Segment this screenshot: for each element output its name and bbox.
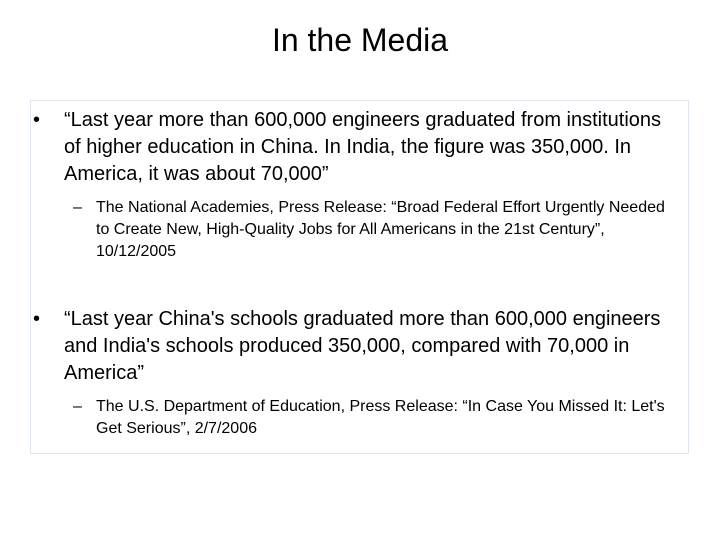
slide-title: In the Media	[271, 22, 449, 58]
bullet-2-quote: “Last year China's schools graduated more than 600,000 engineers and India's schools produced 350,000, compared with 70,000 in America”	[64, 308, 661, 384]
bullet-2-source-marker: –	[73, 398, 82, 415]
bullet-1-source-marker: –	[73, 199, 82, 216]
bullet-1-quote: “Last year more than 600,000 engineers graduated from institutions of higher education in China. In India, the figure was 350,000. In America, it was about 70,000”	[64, 109, 662, 185]
bullet-2-marker: •	[33, 308, 41, 330]
bullet-2-source: The U.S. Department of Education, Press Release: “In Case You Missed It: Let's Get Serious”, 2/7/2006	[96, 398, 665, 437]
content-box	[30, 100, 689, 454]
bullet-1-marker: •	[33, 109, 41, 131]
bullet-1-source: The National Academies, Press Release: “Broad Federal Effort Urgently Needed to Create New, High-Quality Jobs for All Americans in the 21st Century”, 10/12/2005	[96, 199, 665, 260]
